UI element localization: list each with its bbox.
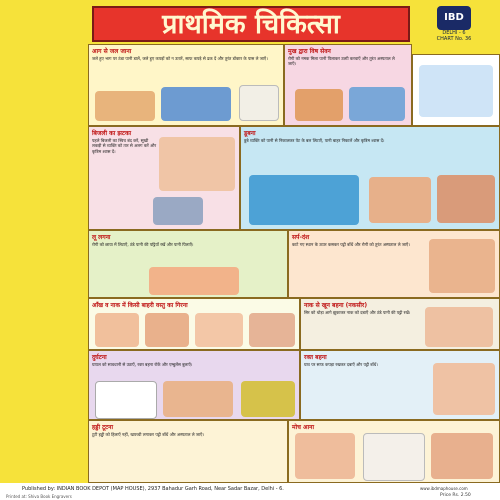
panel-text: काटे गए स्थान के ऊपर कसकर पट्टी बाँधें और रोगी को तुरंत अस्पताल ले जाएँ। (292, 242, 410, 247)
panel-sprain (288, 420, 500, 483)
panel-heading: डूबना (244, 130, 256, 137)
illustration-vomiting (295, 89, 343, 121)
panel-heading: मोच आना (292, 424, 315, 431)
illustration-ear-object (249, 313, 295, 347)
logo-city: DELHI - 6 (442, 30, 466, 36)
illustration-poison-treatment (419, 65, 493, 117)
panel-foreign-body (88, 298, 300, 350)
panel-fire (88, 44, 284, 126)
panel-drowning (240, 126, 500, 230)
illustration-bandage (239, 85, 279, 121)
illustration-appliance (153, 197, 203, 225)
panel-heading: हड्डी टूटना (92, 424, 114, 431)
panel-fracture (88, 420, 288, 483)
publisher-line: Published by: INDIAN BOOK DEPOT (MAP HOUSE), 2937 Bahadur Garh Road, Near Sadar Bazar, Delhi - 6. (22, 486, 284, 492)
title-banner (92, 6, 410, 42)
panel-poison (284, 44, 412, 126)
panel-nosebleed (300, 298, 500, 350)
illustration-eye-wash (95, 313, 139, 347)
panel-heading: सर्प-दंश (292, 234, 310, 241)
chart-title: प्राथमिक चिकित्सा (162, 8, 340, 40)
publisher-logo (432, 6, 476, 52)
panel-heading: दुर्घटना (92, 354, 107, 361)
illustration-covering-victim (161, 87, 231, 121)
panel-heading: नाक से खून बहना (नकसीर) (304, 302, 368, 309)
price: Price Rs. 2.50 (440, 493, 471, 498)
illustration-rescue-water (249, 175, 359, 225)
illustration-car (241, 381, 295, 417)
illustration-splint-arm (295, 433, 355, 479)
panel-text: पहले बिजली का स्विच बंद करें, सूखी लकड़ी से व्यक्ति को तार से अलग करें और कृत्रिम श्वास दें। (92, 138, 157, 154)
panel-heading: बिजली का झटका (92, 130, 132, 137)
panel-heading: मुख द्वारा विष सेवन (288, 48, 331, 55)
panel-poison-figure (412, 54, 500, 126)
panel-text: जले हुए भाग पर ठंडा पानी डालें, जले हुए कपड़ों को न उतारें, साफ कपड़े से ढक दें और तुरंत डॉक्टर के पास ले जाएँ। (92, 56, 268, 61)
illustration-eye-check (145, 313, 189, 347)
panel-heading: लू लगना (92, 234, 111, 241)
website: www.ibdmaphouse.com (420, 486, 468, 491)
panel-text: डूबे व्यक्ति को पानी से निकालकर पेट के बल लिटाएँ, पानी बाहर निकालें और कृत्रिम श्वास दें। (244, 138, 385, 143)
panel-accident (88, 350, 300, 420)
illustration-pumping-water (369, 177, 431, 223)
illustration-sling (431, 433, 493, 479)
illustration-ambulance (95, 381, 157, 419)
panel-heading: रक्त बहना (304, 354, 327, 361)
illustration-burn-victim (95, 91, 155, 121)
illustration-nose-object (195, 313, 243, 347)
panel-snakebite (288, 230, 500, 298)
panel-text: टूटी हड्डी को हिलाएँ नहीं, खपच्ची लगाकर पट्टी बाँधें और अस्पताल ले जाएँ। (92, 432, 205, 437)
illustration-shock-victim (159, 137, 235, 191)
illustration-helper (349, 87, 405, 121)
panel-heading: आग से जल जाना (92, 48, 132, 55)
illustration-snakebite-bandage (429, 239, 495, 293)
panel-text: सिर को थोड़ा आगे झुकाकर नाक को दबाएँ और ठंडे पानी की पट्टी रखें। (304, 310, 411, 315)
panel-text: रोगी को नमक मिला पानी पिलाकर उल्टी करवाएँ और तुरंत अस्पताल ले जाएँ। (288, 56, 395, 67)
illustration-heatstroke-patient (149, 267, 239, 295)
panel-heatstroke (88, 230, 288, 298)
panel-text: रोगी को छाया में लिटाएँ, ठंडे पानी की पट्टियाँ रखें और पानी पिलाएँ। (92, 242, 194, 247)
illustration-artificial-breathing (437, 175, 495, 223)
panel-heading: आँख व नाक में किसी बाहरी वस्तु का गिरना (92, 302, 188, 309)
panel-bleeding (300, 350, 500, 420)
logo-mark: IBD (437, 6, 471, 30)
illustration-road-accident (163, 381, 233, 417)
panel-text: घायल को सावधानी से उठाएँ, रक्त बहना रोकें और एम्बुलेंस बुलाएँ। (92, 362, 193, 367)
illustration-nosebleed (425, 307, 493, 347)
panel-text: घाव पर साफ कपड़ा रखकर दबाएँ और पट्टी बाँधें। (304, 362, 378, 367)
panel-electric-shock (88, 126, 240, 230)
logo-chart-number: CHART No. 36 (436, 36, 472, 42)
illustration-bleeding-arm (433, 363, 495, 415)
illustration-bandaged-leg (363, 433, 425, 481)
printed-by: Printed at: Shiva Book Engravers (6, 494, 72, 499)
